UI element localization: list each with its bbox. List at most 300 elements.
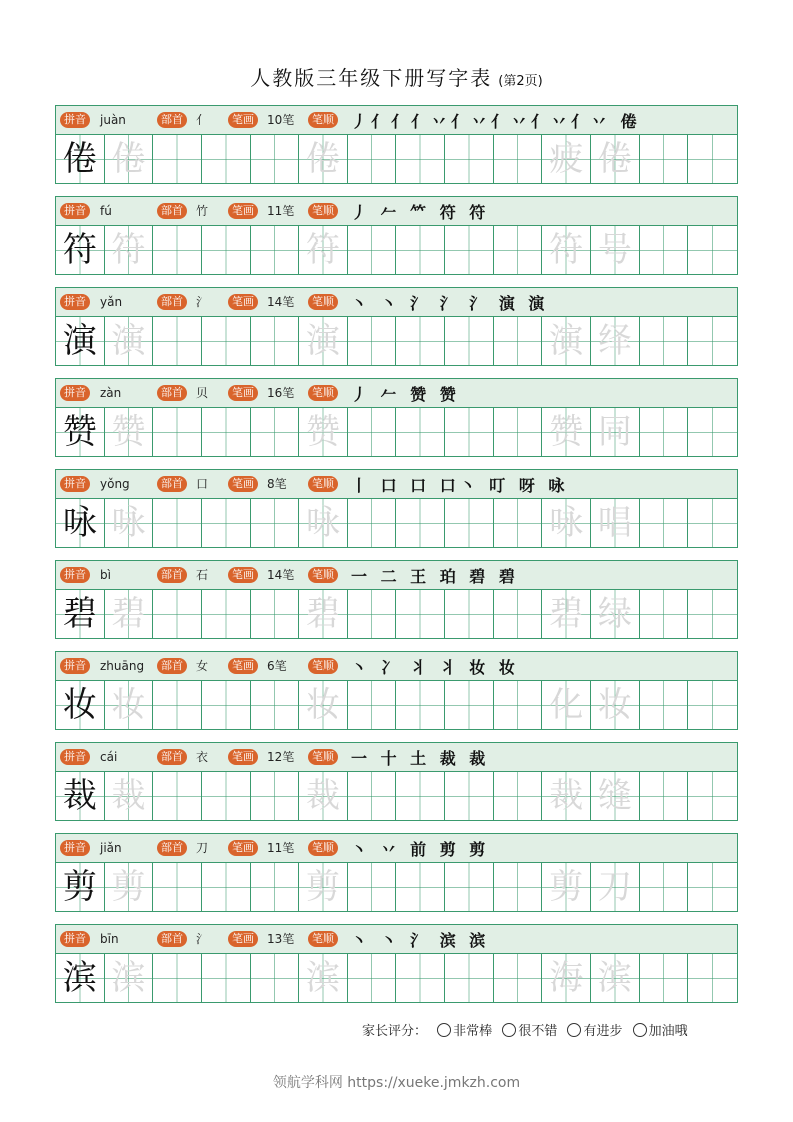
model-character: 妆	[62, 685, 97, 725]
writing-cell[interactable]	[494, 772, 543, 821]
writing-cell[interactable]	[494, 863, 543, 912]
writing-grid	[56, 317, 737, 366]
trace-word-character: 缝	[597, 776, 632, 816]
page-label: (第2页)	[498, 74, 543, 89]
stroke-count-value: 11笔	[267, 841, 295, 855]
stroke-count-tag: 笔画	[228, 385, 258, 401]
pinyin-tag: 拼音	[60, 385, 90, 401]
radical-value: 亻	[196, 113, 209, 127]
writing-cell[interactable]	[348, 590, 397, 639]
writing-grid	[56, 226, 737, 275]
writing-cell[interactable]	[640, 681, 689, 730]
rating-option-3[interactable]: 有进步	[567, 1024, 622, 1039]
stroke-count-value: 13笔	[267, 932, 295, 946]
stroke-count-tag: 笔画	[228, 658, 258, 674]
radio-circle-icon[interactable]	[633, 1023, 647, 1037]
writing-cell[interactable]	[591, 226, 640, 275]
writing-cell[interactable]	[202, 681, 251, 730]
trace-character: 滨	[111, 958, 146, 998]
radical-value: 女	[196, 659, 209, 673]
model-character: 咏	[62, 503, 97, 543]
writing-cell[interactable]	[445, 408, 494, 457]
trace-word-character: 滨	[597, 958, 632, 998]
parent-rating	[362, 1020, 688, 1039]
writing-cell[interactable]	[494, 499, 543, 548]
writing-cell[interactable]	[56, 499, 105, 548]
writing-cell[interactable]	[153, 772, 202, 821]
writing-cell[interactable]	[542, 317, 591, 366]
trace-word-character: 演	[549, 321, 584, 361]
writing-grid	[56, 408, 737, 457]
writing-cell[interactable]	[251, 408, 300, 457]
radical-tag: 部首	[157, 294, 187, 310]
writing-cell[interactable]	[153, 317, 202, 366]
page-title	[0, 62, 793, 91]
writing-cell[interactable]	[251, 226, 300, 275]
writing-cell[interactable]	[396, 408, 445, 457]
writing-cell[interactable]	[202, 226, 251, 275]
model-character: 碧	[62, 594, 97, 634]
stroke-count-tag: 笔画	[228, 294, 258, 310]
site-footer: 领航学科网 https://xueke.jmkzh.com	[272, 1075, 521, 1091]
radical-tag: 部首	[157, 112, 187, 128]
practice-row	[55, 105, 738, 184]
writing-cell[interactable]	[494, 954, 543, 1003]
writing-cell[interactable]	[396, 954, 445, 1003]
writing-cell[interactable]	[105, 226, 154, 275]
writing-cell[interactable]	[688, 772, 737, 821]
radical-value: 氵	[196, 295, 209, 309]
writing-cell[interactable]	[56, 863, 105, 912]
writing-cell[interactable]	[542, 954, 591, 1003]
writing-cell[interactable]	[202, 954, 251, 1003]
writing-cell[interactable]	[202, 499, 251, 548]
radical-value: 氵	[196, 932, 209, 946]
writing-cell[interactable]	[688, 499, 737, 548]
pinyin-tag: 拼音	[60, 931, 90, 947]
stroke-order-tag: 笔顺	[308, 931, 338, 947]
pinyin-tag: 拼音	[60, 476, 90, 492]
writing-cell[interactable]	[542, 408, 591, 457]
writing-cell[interactable]	[494, 135, 543, 184]
writing-cell[interactable]	[591, 317, 640, 366]
model-character: 滨	[62, 958, 97, 998]
pinyin-value: yǒng	[100, 477, 130, 491]
writing-cell[interactable]	[591, 499, 640, 548]
writing-cell[interactable]	[542, 135, 591, 184]
writing-cell[interactable]	[105, 135, 154, 184]
radio-circle-icon[interactable]	[567, 1023, 581, 1037]
stroke-order-value: 丶 冫 丬 丬 妆 妆	[351, 658, 519, 677]
writing-cell[interactable]	[299, 408, 348, 457]
radical-value: 衣	[196, 750, 209, 764]
radical-value: 竹	[196, 204, 209, 218]
pinyin-value: bīn	[100, 932, 119, 946]
trace-word-character: 化	[549, 685, 584, 725]
writing-cell[interactable]	[542, 590, 591, 639]
pinyin-tag: 拼音	[60, 567, 90, 583]
trace-word-character: 倦	[597, 139, 632, 179]
trace-word-character: 刀	[597, 867, 632, 907]
writing-cell[interactable]	[640, 226, 689, 275]
writing-cell[interactable]	[299, 590, 348, 639]
trace-character: 演	[111, 321, 146, 361]
pinyin-value: bì	[100, 568, 111, 582]
stroke-order-value: 丶 丶 氵 氵 氵 演 演	[351, 294, 549, 313]
practice-row	[55, 378, 738, 457]
writing-cell[interactable]	[251, 590, 300, 639]
writing-cell[interactable]	[105, 317, 154, 366]
stroke-count-tag: 笔画	[228, 931, 258, 947]
writing-cell[interactable]	[348, 408, 397, 457]
writing-cell[interactable]	[591, 408, 640, 457]
writing-cell[interactable]	[396, 772, 445, 821]
writing-cell[interactable]	[153, 681, 202, 730]
writing-grid	[56, 681, 737, 730]
rating-option-1[interactable]: 非常棒	[437, 1024, 492, 1039]
stroke-order-tag: 笔顺	[308, 112, 338, 128]
writing-cell[interactable]	[56, 317, 105, 366]
radical-tag: 部首	[157, 749, 187, 765]
trace-word-character: 符	[549, 230, 584, 270]
radical-value: 刀	[196, 841, 209, 855]
stroke-count-value: 16笔	[267, 386, 295, 400]
stroke-order-tag: 笔顺	[308, 476, 338, 492]
trace-character: 碧	[111, 594, 146, 634]
pinyin-value: yǎn	[100, 295, 123, 309]
writing-cell[interactable]	[591, 863, 640, 912]
writing-cell[interactable]	[299, 226, 348, 275]
radical-value: 贝	[196, 386, 209, 400]
trace-word-character: 咏	[549, 503, 584, 543]
row-header	[56, 106, 737, 135]
writing-cell[interactable]	[299, 135, 348, 184]
writing-cell[interactable]	[251, 954, 300, 1003]
writing-cell[interactable]	[153, 954, 202, 1003]
writing-cell[interactable]	[348, 772, 397, 821]
writing-cell[interactable]	[105, 954, 154, 1003]
writing-cell[interactable]	[299, 772, 348, 821]
writing-cell[interactable]	[396, 590, 445, 639]
radical-tag: 部首	[157, 203, 187, 219]
writing-cell[interactable]	[445, 135, 494, 184]
writing-cell[interactable]	[445, 772, 494, 821]
stroke-count-tag: 笔画	[228, 203, 258, 219]
writing-grid	[56, 135, 737, 184]
trace-character: 剪	[306, 867, 341, 907]
writing-cell[interactable]	[542, 226, 591, 275]
writing-cell[interactable]	[396, 226, 445, 275]
writing-cell[interactable]	[202, 863, 251, 912]
writing-cell[interactable]	[688, 954, 737, 1003]
writing-cell[interactable]	[299, 681, 348, 730]
writing-cell[interactable]	[153, 499, 202, 548]
stroke-order-value: 一 十 土 裁 裁	[351, 749, 490, 768]
trace-character: 符	[111, 230, 146, 270]
writing-cell[interactable]	[153, 226, 202, 275]
writing-cell[interactable]	[688, 590, 737, 639]
writing-cell[interactable]	[591, 590, 640, 639]
writing-cell[interactable]	[542, 863, 591, 912]
writing-cell[interactable]	[251, 681, 300, 730]
pinyin-value: cái	[100, 750, 118, 764]
pinyin-value: fú	[100, 204, 112, 218]
row-header	[56, 197, 737, 226]
writing-cell[interactable]	[56, 590, 105, 639]
trace-word-character: 唱	[597, 503, 632, 543]
trace-character: 滨	[306, 958, 341, 998]
row-header	[56, 743, 737, 772]
writing-cell[interactable]	[56, 681, 105, 730]
writing-cell[interactable]	[153, 135, 202, 184]
stroke-order-tag: 笔顺	[308, 385, 338, 401]
writing-cell[interactable]	[445, 681, 494, 730]
radical-tag: 部首	[157, 658, 187, 674]
model-character: 符	[62, 230, 97, 270]
writing-cell[interactable]	[56, 135, 105, 184]
trace-character: 咏	[111, 503, 146, 543]
pinyin-value: zhuāng	[100, 659, 145, 673]
radical-tag: 部首	[157, 840, 187, 856]
writing-cell[interactable]	[688, 317, 737, 366]
radical-tag: 部首	[157, 567, 187, 583]
pinyin-tag: 拼音	[60, 749, 90, 765]
stroke-order-tag: 笔顺	[308, 203, 338, 219]
writing-cell[interactable]	[494, 317, 543, 366]
stroke-count-tag: 笔画	[228, 567, 258, 583]
stroke-order-value: 丨 口 口 口丶 叮 呀 咏	[351, 476, 569, 495]
stroke-count-value: 6笔	[267, 659, 287, 673]
writing-cell[interactable]	[640, 772, 689, 821]
writing-cell[interactable]	[396, 681, 445, 730]
stroke-count-value: 12笔	[267, 750, 295, 764]
model-character: 倦	[62, 139, 97, 179]
rating-option-2[interactable]: 很不错	[502, 1024, 557, 1039]
writing-cell[interactable]	[640, 499, 689, 548]
rating-label: 家长评分：	[362, 1024, 428, 1039]
row-header	[56, 470, 737, 499]
trace-word-character: 绎	[597, 321, 632, 361]
writing-cell[interactable]	[396, 317, 445, 366]
model-character: 演	[62, 321, 97, 361]
writing-cell[interactable]	[396, 499, 445, 548]
writing-grid	[56, 954, 737, 1003]
writing-cell[interactable]	[640, 954, 689, 1003]
trace-word-character: 妆	[597, 685, 632, 725]
radical-value: 口	[196, 477, 209, 491]
writing-cell[interactable]	[396, 863, 445, 912]
writing-cell[interactable]	[494, 590, 543, 639]
writing-cell[interactable]	[494, 408, 543, 457]
radical-tag: 部首	[157, 385, 187, 401]
writing-cell[interactable]	[56, 226, 105, 275]
pinyin-value: jiǎn	[100, 841, 122, 855]
practice-row	[55, 651, 738, 730]
writing-cell[interactable]	[105, 681, 154, 730]
model-character: 裁	[62, 776, 97, 816]
writing-cell[interactable]	[688, 408, 737, 457]
stroke-order-value: 丿 𠂉 赞 赞	[351, 385, 460, 404]
pinyin-tag: 拼音	[60, 294, 90, 310]
stroke-order-value: 丶 丶 氵 滨 滨	[351, 931, 490, 950]
writing-cell[interactable]	[299, 954, 348, 1003]
stroke-order-tag: 笔顺	[308, 840, 338, 856]
writing-cell[interactable]	[542, 681, 591, 730]
writing-grid	[56, 590, 737, 639]
writing-cell[interactable]	[105, 863, 154, 912]
writing-cell[interactable]	[688, 135, 737, 184]
writing-cell[interactable]	[251, 499, 300, 548]
writing-cell[interactable]	[640, 317, 689, 366]
writing-cell[interactable]	[251, 772, 300, 821]
stroke-order-tag: 笔顺	[308, 567, 338, 583]
writing-cell[interactable]	[56, 772, 105, 821]
practice-row	[55, 287, 738, 366]
stroke-count-tag: 笔画	[228, 840, 258, 856]
stroke-order-value: 丶 丷 前 剪 剪	[351, 840, 490, 859]
practice-row	[55, 924, 738, 1003]
writing-cell[interactable]	[105, 590, 154, 639]
writing-cell[interactable]	[542, 499, 591, 548]
stroke-count-tag: 笔画	[228, 476, 258, 492]
trace-character: 倦	[111, 139, 146, 179]
writing-cell[interactable]	[153, 863, 202, 912]
trace-character: 赞	[111, 412, 146, 452]
writing-cell[interactable]	[396, 135, 445, 184]
writing-cell[interactable]	[688, 863, 737, 912]
writing-cell[interactable]	[299, 863, 348, 912]
pinyin-value: juàn	[100, 113, 126, 127]
writing-cell[interactable]	[251, 863, 300, 912]
writing-cell[interactable]	[153, 590, 202, 639]
writing-cell[interactable]	[640, 408, 689, 457]
title-text: 人教版三年级下册写字表	[250, 66, 493, 90]
writing-cell[interactable]	[56, 408, 105, 457]
writing-cell[interactable]	[445, 317, 494, 366]
stroke-order-value: 丿亻亻亻丷亻丷亻丷亻丷亻丷 倦	[351, 112, 641, 131]
row-header	[56, 288, 737, 317]
trace-word-character: 赞	[549, 412, 584, 452]
radical-tag: 部首	[157, 476, 187, 492]
writing-cell[interactable]	[591, 681, 640, 730]
writing-cell[interactable]	[688, 681, 737, 730]
trace-word-character: 同	[597, 412, 632, 452]
writing-cell[interactable]	[445, 590, 494, 639]
writing-cell[interactable]	[56, 954, 105, 1003]
stroke-count-value: 14笔	[267, 295, 295, 309]
writing-cell[interactable]	[494, 226, 543, 275]
writing-cell[interactable]	[348, 499, 397, 548]
stroke-order-tag: 笔顺	[308, 749, 338, 765]
practice-table	[55, 105, 738, 1015]
writing-cell[interactable]	[445, 954, 494, 1003]
writing-cell[interactable]	[591, 954, 640, 1003]
pinyin-tag: 拼音	[60, 112, 90, 128]
trace-character: 剪	[111, 867, 146, 907]
writing-cell[interactable]	[591, 772, 640, 821]
trace-character: 符	[306, 230, 341, 270]
writing-cell[interactable]	[348, 226, 397, 275]
stroke-count-tag: 笔画	[228, 112, 258, 128]
row-header	[56, 652, 737, 681]
stroke-order-value: 丿 𠂉 𥫗 符 符	[351, 203, 490, 222]
rating-option-4[interactable]: 加油哦	[633, 1024, 688, 1039]
trace-word-character: 疲	[549, 139, 584, 179]
trace-character: 裁	[306, 776, 341, 816]
stroke-count-value: 10笔	[267, 113, 295, 127]
writing-cell[interactable]	[445, 863, 494, 912]
trace-word-character: 碧	[549, 594, 584, 634]
writing-cell[interactable]	[251, 135, 300, 184]
writing-grid	[56, 499, 737, 548]
pinyin-tag: 拼音	[60, 203, 90, 219]
stroke-count-tag: 笔画	[228, 749, 258, 765]
radical-tag: 部首	[157, 931, 187, 947]
trace-character: 妆	[306, 685, 341, 725]
trace-word-character: 海	[549, 958, 584, 998]
practice-row	[55, 196, 738, 275]
writing-cell[interactable]	[202, 590, 251, 639]
writing-cell[interactable]	[299, 317, 348, 366]
row-header	[56, 925, 737, 954]
writing-cell[interactable]	[251, 317, 300, 366]
writing-cell[interactable]	[688, 226, 737, 275]
writing-cell[interactable]	[299, 499, 348, 548]
writing-cell[interactable]	[348, 317, 397, 366]
writing-cell[interactable]	[105, 408, 154, 457]
row-header	[56, 834, 737, 863]
practice-row	[55, 833, 738, 912]
radio-circle-icon[interactable]	[437, 1023, 451, 1037]
writing-cell[interactable]	[640, 590, 689, 639]
stroke-count-value: 8笔	[267, 477, 287, 491]
stroke-count-value: 14笔	[267, 568, 295, 582]
writing-cell[interactable]	[202, 317, 251, 366]
writing-cell[interactable]	[202, 408, 251, 457]
writing-cell[interactable]	[202, 135, 251, 184]
writing-cell[interactable]	[348, 863, 397, 912]
writing-cell[interactable]	[494, 681, 543, 730]
writing-cell[interactable]	[348, 954, 397, 1003]
model-character: 剪	[62, 867, 97, 907]
trace-character: 裁	[111, 776, 146, 816]
writing-cell[interactable]	[640, 863, 689, 912]
writing-cell[interactable]	[105, 499, 154, 548]
writing-cell[interactable]	[202, 772, 251, 821]
radical-value: 石	[196, 568, 209, 582]
writing-grid	[56, 863, 737, 912]
model-character: 赞	[62, 412, 97, 452]
trace-character: 倦	[306, 139, 341, 179]
pinyin-tag: 拼音	[60, 658, 90, 674]
stroke-order-tag: 笔顺	[308, 294, 338, 310]
practice-row	[55, 742, 738, 821]
writing-cell[interactable]	[348, 681, 397, 730]
trace-character: 妆	[111, 685, 146, 725]
writing-cell[interactable]	[591, 135, 640, 184]
writing-cell[interactable]	[640, 135, 689, 184]
writing-cell[interactable]	[542, 772, 591, 821]
writing-cell[interactable]	[105, 772, 154, 821]
trace-character: 碧	[306, 594, 341, 634]
radio-circle-icon[interactable]	[502, 1023, 516, 1037]
writing-cell[interactable]	[348, 135, 397, 184]
writing-cell[interactable]	[445, 499, 494, 548]
row-header	[56, 561, 737, 590]
trace-character: 赞	[306, 412, 341, 452]
writing-cell[interactable]	[153, 408, 202, 457]
writing-cell[interactable]	[445, 226, 494, 275]
